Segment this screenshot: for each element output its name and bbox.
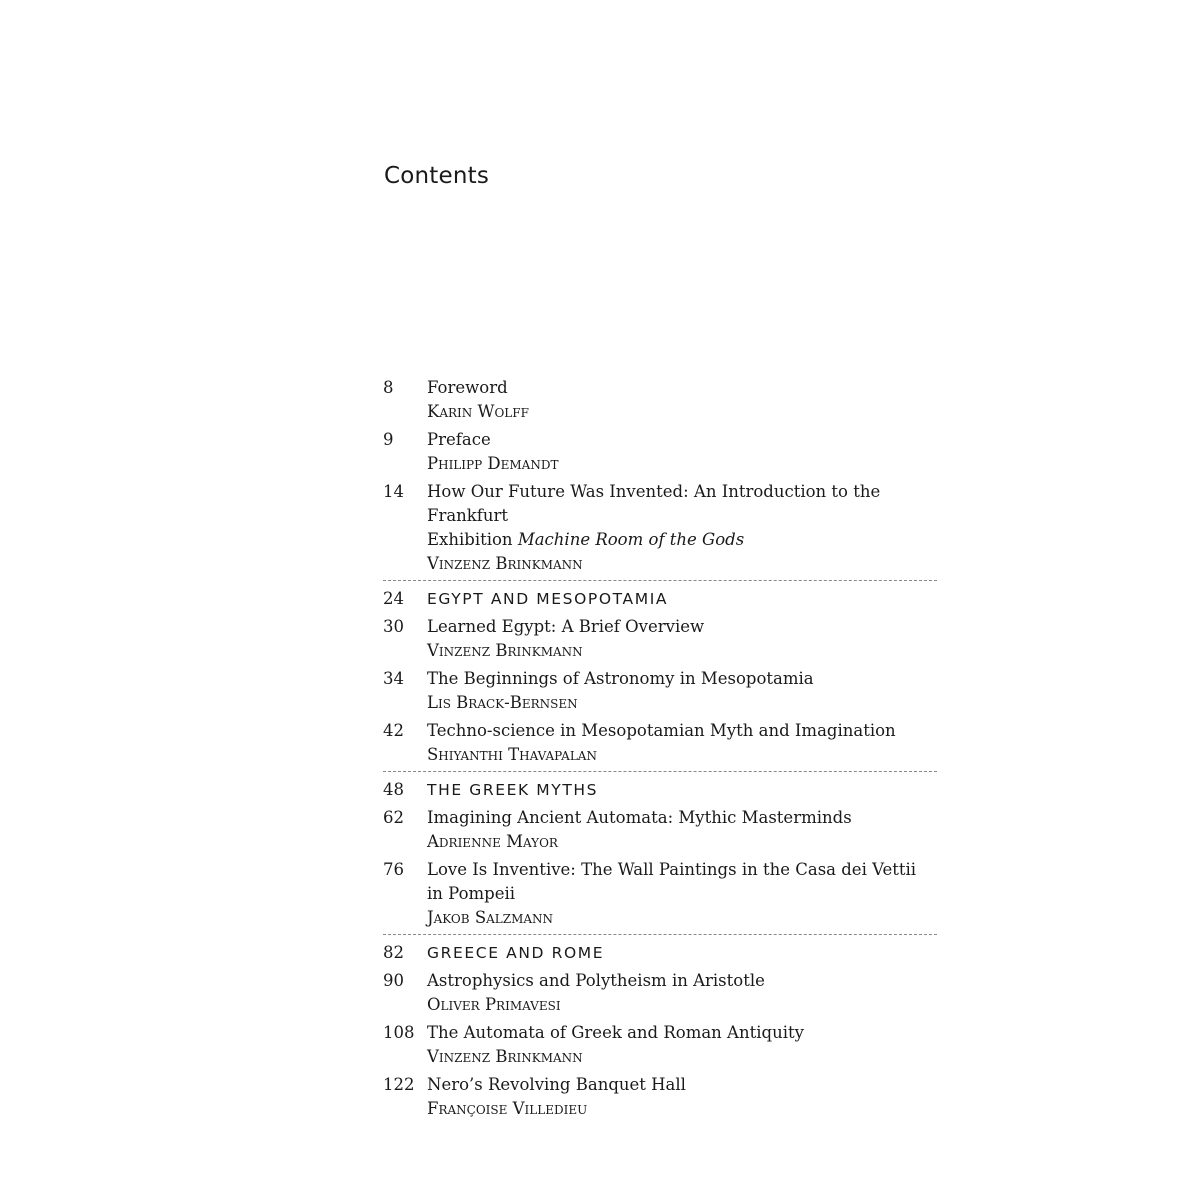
page-number: 82 bbox=[383, 943, 404, 962]
page-number: 42 bbox=[383, 721, 404, 740]
entry-title: Preface bbox=[427, 430, 491, 449]
entry-author: Oliver Primavesi bbox=[427, 995, 561, 1014]
entry-title: Imagining Ancient Automata: Mythic Masterminds bbox=[427, 808, 852, 827]
page-number: 34 bbox=[383, 669, 404, 688]
toc-entry-foreword[interactable] bbox=[383, 376, 937, 424]
entry-title: Nero’s Revolving Banquet Hall bbox=[427, 1075, 686, 1094]
toc-entry-introduction[interactable] bbox=[383, 480, 937, 576]
entry-author: Françoise Villedieu bbox=[427, 1099, 588, 1118]
page-number: 14 bbox=[383, 482, 404, 501]
entry-title: The Automata of Greek and Roman Antiquity bbox=[427, 1023, 804, 1042]
entry-author: Philipp Demandt bbox=[427, 454, 559, 473]
toc-entry[interactable] bbox=[383, 719, 937, 767]
entry-title-line2 bbox=[427, 528, 937, 552]
entry-title-plain: Exhibition bbox=[427, 530, 518, 549]
entry-title: The Beginnings of Astronomy in Mesopotamia bbox=[427, 669, 814, 688]
section-divider bbox=[383, 771, 937, 772]
toc-entry-preface[interactable] bbox=[383, 428, 937, 476]
page-number: 30 bbox=[383, 617, 404, 636]
page-number: 76 bbox=[383, 860, 404, 879]
section-heading-egypt-mesopotamia[interactable] bbox=[383, 587, 937, 611]
toc-entry[interactable] bbox=[383, 1073, 937, 1121]
section-divider bbox=[383, 580, 937, 581]
page-number: 8 bbox=[383, 378, 394, 397]
entry-author: Shiyanthi Thavapalan bbox=[427, 745, 597, 764]
page-title: Contents bbox=[384, 163, 490, 189]
entry-title: Foreword bbox=[427, 378, 508, 397]
section-divider bbox=[383, 934, 937, 935]
entry-title-line1: How Our Future Was Invented: An Introduction to the Frankfurt bbox=[427, 482, 881, 525]
toc-entry[interactable] bbox=[383, 969, 937, 1017]
toc-entry[interactable] bbox=[383, 1021, 937, 1069]
entry-author: Lis Brack-Bernsen bbox=[427, 693, 578, 712]
table-of-contents bbox=[383, 376, 937, 1125]
entry-title-line1: Love Is Inventive: The Wall Paintings in the Casa dei Vettii bbox=[427, 860, 917, 879]
entry-title: Techno-science in Mesopotamian Myth and Imagination bbox=[427, 721, 896, 740]
page-number: 90 bbox=[383, 971, 404, 990]
section-label: THE GREEK MYTHS bbox=[427, 781, 599, 799]
page-number: 48 bbox=[383, 780, 404, 799]
entry-author: Vinzenz Brinkmann bbox=[427, 641, 583, 660]
entry-title: Learned Egypt: A Brief Overview bbox=[427, 617, 705, 636]
section-label: EGYPT AND MESOPOTAMIA bbox=[427, 590, 669, 608]
entry-author: Karin Wolff bbox=[427, 402, 529, 421]
entry-author: Jakob Salzmann bbox=[427, 908, 554, 927]
toc-entry[interactable] bbox=[383, 806, 937, 854]
entry-title: Astrophysics and Polytheism in Aristotle bbox=[427, 971, 765, 990]
entry-title-line2: in Pompeii bbox=[427, 884, 516, 903]
section-heading-greece-rome[interactable] bbox=[383, 941, 937, 965]
page-number: 122 bbox=[383, 1075, 415, 1094]
entry-author: Vinzenz Brinkmann bbox=[427, 554, 583, 573]
page-number: 108 bbox=[383, 1023, 415, 1042]
toc-entry[interactable] bbox=[383, 667, 937, 715]
toc-entry[interactable] bbox=[383, 858, 937, 930]
section-heading-greek-myths[interactable] bbox=[383, 778, 937, 802]
page-number: 24 bbox=[383, 589, 404, 608]
page-number: 62 bbox=[383, 808, 404, 827]
section-label: GREECE AND ROME bbox=[427, 944, 605, 962]
entry-author: Vinzenz Brinkmann bbox=[427, 1047, 583, 1066]
page-number: 9 bbox=[383, 430, 394, 449]
toc-entry[interactable] bbox=[383, 615, 937, 663]
entry-author: Adrienne Mayor bbox=[427, 832, 558, 851]
entry-title-italic: Machine Room of the Gods bbox=[517, 530, 745, 549]
